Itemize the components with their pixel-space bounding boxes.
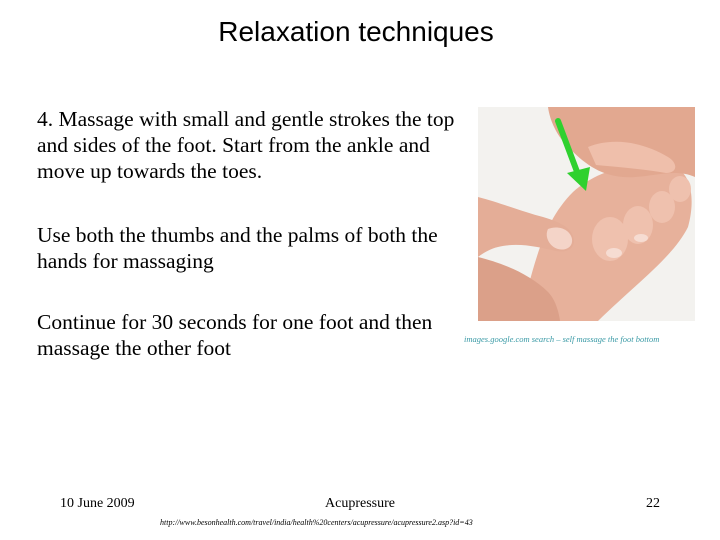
source-url[interactable]: http://www.besonhealth.com/travel/india/health%20centers/acupressure/acupressure2.asp?id=43 xyxy=(160,518,473,527)
foot-massage-photo xyxy=(478,107,695,321)
slide-title: Relaxation techniques xyxy=(218,16,494,47)
instruction-paragraph-1: 4. Massage with small and gentle strokes the top and sides of the foot. Start from the ankle and move up towards the toes. xyxy=(37,107,455,183)
instruction-paragraph-2: Use both the thumbs and the palms of both the hands for massaging xyxy=(37,223,438,273)
image-caption: images.google.com search – self massage the foot bottom xyxy=(464,334,660,344)
page-number: 22 xyxy=(646,496,660,511)
footer-date: 10 June 2009 xyxy=(60,496,135,511)
footer-title: Acupressure xyxy=(325,496,395,511)
instruction-paragraph-3: Continue for 30 seconds for one foot and then massage the other foot xyxy=(37,310,433,360)
foot-massage-illustration xyxy=(478,107,695,321)
